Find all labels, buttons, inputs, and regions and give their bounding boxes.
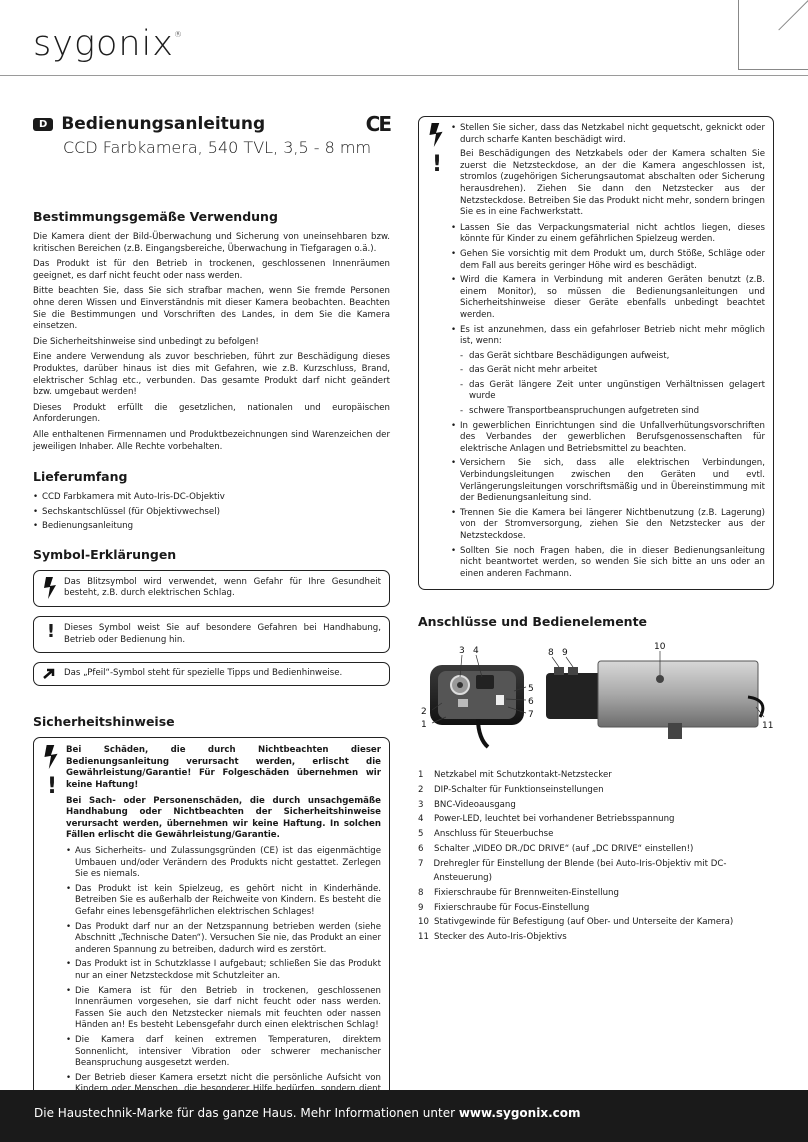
paragraph: Bei Beschädigungen des Netzkabels oder der Kamera schalten Sie zuerst die Netzsteckdose, an der die Kamera angeschlossen ist, stromlos (zugehörigen Sicherungsautomat abschalten oder Sicherung herausdrehen). Ziehen Sie dann den Netzstecker aus der Netzsteckdose. Betreiben Sie das Produkt nicht mehr, sondern bringen Sie es in eine Fachwerkstatt. bbox=[460, 149, 765, 218]
section-heading: Anschlüsse und Bedienelemente bbox=[418, 614, 648, 630]
list-item: • Das Produkt ist in Schutzklasse I aufgebaut; schließen Sie das Produkt nur an einer Netzsteckdose mit Schutzleiter an. bbox=[66, 959, 381, 982]
section-heading: Sicherheitshinweise bbox=[33, 714, 175, 730]
symbol-description: Dieses Symbol weist Sie auf besondere Gefahren bei Handhabung, Betrieb oder Bedienung hin. bbox=[64, 623, 381, 645]
legend-row bbox=[418, 812, 774, 827]
legend-number: 10 bbox=[418, 917, 429, 928]
list-item: - das Gerät nicht mehr arbeitet bbox=[460, 365, 765, 377]
legend-row bbox=[418, 798, 774, 813]
callout-7: 7 bbox=[528, 710, 534, 721]
section-heading: Lieferumfang bbox=[33, 469, 128, 485]
legend-text: Fixierschraube für Brennweiten-Einstellung bbox=[434, 888, 619, 898]
ce-mark-icon: CE bbox=[365, 112, 390, 136]
list-item: • Sechskantschlüssel (für Objektivwechsel) bbox=[33, 507, 390, 519]
footer-tagline: Die Haustechnik-Marke für das ganze Haus. Mehr Informationen unter bbox=[34, 1106, 459, 1120]
right-column bbox=[418, 116, 774, 945]
legend-text: Power-LED, leuchtet bei vorhandener Betriebsspannung bbox=[434, 814, 675, 825]
list-item: • Das Produkt darf nur an der Netzspannung betrieben werden (siehe Abschnitt „Technische Daten“). Versuchen Sie nie, das Produkt an einer anderen Spannung zu betreiben, dadurch wird es zerstört. bbox=[66, 922, 381, 957]
list-item: • Wird die Kamera in Verbindung mit anderen Geräten benutzt (z.B. einem Monitor), so müssen die Bedienungsanleitungen und Sicherheitshinweise dieser Geräte ebenfalls unbedingt beachtet werden. bbox=[451, 275, 765, 321]
exclamation-icon: ! bbox=[46, 621, 56, 643]
lightning-icon bbox=[42, 577, 60, 599]
document-title: Bedienungsanleitung bbox=[61, 114, 266, 134]
list-item: • Die Kamera darf keinen extremen Temperaturen, direktem Sonnenlicht, intensiver Vibration oder schwerer mechanischer Beanspruchung ausgesetzt werden. bbox=[66, 1035, 381, 1070]
safety-list bbox=[451, 123, 765, 146]
legend-list bbox=[418, 768, 774, 944]
section-heading: Symbol-Erklärungen bbox=[33, 546, 177, 562]
symbol-box-arrow bbox=[33, 662, 390, 686]
arrow-icon bbox=[42, 668, 60, 680]
left-column bbox=[33, 112, 390, 1117]
camera-rear-view bbox=[430, 665, 524, 747]
legend-row bbox=[418, 901, 774, 916]
callout-4: 4 bbox=[473, 646, 479, 657]
paragraph: Alle enthaltenen Firmennamen und Produktbezeichnungen sind Warenzeichen der jeweiligen Inhaber. Alle Rechte vorbehalten. bbox=[33, 429, 390, 452]
list-item: - schwere Transportbeanspruchungen aufgetreten sind bbox=[460, 406, 765, 418]
list-item: • Das Produkt ist kein Spielzeug, es gehört nicht in Kinderhände. Betreiben Sie es außerhalb der Reichweite von Kindern. Es besteht die Gefahr eines lebensgefährlichen elektrischen Schlages! bbox=[66, 884, 381, 919]
legend-number: 8 bbox=[418, 888, 424, 898]
logo-text: sygonix bbox=[33, 24, 174, 64]
scope-list bbox=[33, 492, 390, 533]
warning-bold: Bei Schäden, die durch Nichtbeachten dieser Bedienungsanleitung verursacht werden, erlischt die Gewährleistung/Garantie! Für Folgeschäden übernehmen wir keine Haftung! bbox=[66, 745, 381, 791]
title-row bbox=[33, 112, 390, 136]
paragraph: Dieses Produkt erfüllt die gesetzlichen, nationalen und europäischen Anforderungen. bbox=[33, 402, 390, 425]
list-item: • Aus Sicherheits- und Zulassungsgründen (CE) ist das eigenmächtige Umbauen und/oder Verändern des Produkts nicht gestattet. Zerlegen Sie es niemals. bbox=[66, 846, 381, 881]
list-item: - das Gerät längere Zeit unter ungünstigen Verhältnissen gelagert wurde bbox=[460, 380, 765, 403]
warning-icons bbox=[427, 123, 447, 583]
section-heading: Bestimmungsgemäße Verwendung bbox=[33, 209, 278, 224]
paragraph: Eine andere Verwendung als zuvor beschrieben, führt zur Beschädigung dieses Produktes, darüber hinaus ist dies mit Gefahren, wie z.B. Kurzschluss, Brand, elektrischer Schlag etc., verbunden. Das gesamte Produkt darf nicht geändert bzw. umgebaut werden! bbox=[33, 352, 390, 398]
symbol-box-exclamation bbox=[33, 616, 390, 653]
symbol-description: Das „Pfeil“-Symbol steht für spezielle Tipps und Bedienhinweise. bbox=[64, 668, 343, 679]
legend-row bbox=[418, 886, 774, 901]
paragraph: Bitte beachten Sie, dass Sie sich strafbar machen, wenn Sie fremde Personen ohne deren Wissen und Einverständnis mit dieser Kamera beobachten. Beachten Sie die Bestimmungen und Vorschriften des Landes, in dem Sie die Kamera einsetzen. bbox=[33, 286, 390, 332]
symbol-box-lightning bbox=[33, 570, 390, 607]
callout-1: 1 bbox=[421, 720, 427, 731]
section-safety bbox=[33, 714, 390, 1117]
safety-list bbox=[451, 421, 765, 581]
safety-continued-box bbox=[418, 116, 774, 590]
legend-text: Stecker des Auto-Iris-Objektivs bbox=[434, 932, 567, 943]
legend-row bbox=[418, 842, 774, 857]
legend-row bbox=[418, 783, 774, 798]
callout-9: 9 bbox=[562, 648, 568, 659]
callout-8: 8 bbox=[548, 648, 554, 659]
legend-text: Schalter „VIDEO DR./DC DRIVE“ (auf „DC DRIVE“ einstellen!) bbox=[434, 843, 694, 854]
lightning-icon bbox=[427, 123, 445, 147]
brand-logo bbox=[33, 24, 183, 64]
callout-5: 5 bbox=[528, 684, 534, 695]
exclamation-icon: ! bbox=[46, 774, 58, 800]
legend-text: Stativgewinde für Befestigung (auf Ober- und Unterseite der Kamera) bbox=[434, 917, 734, 928]
footer-bar bbox=[0, 1090, 808, 1142]
legend-row bbox=[418, 930, 774, 945]
section-intended-use bbox=[33, 209, 390, 453]
camera-illustration bbox=[418, 637, 774, 752]
legend-text: Fixierschraube für Focus-Einstellung bbox=[434, 902, 590, 913]
legend-text: Netzkabel mit Schutzkontakt-Netzstecker bbox=[434, 770, 612, 781]
safety-list bbox=[451, 223, 765, 348]
safety-continued-content bbox=[451, 123, 765, 583]
legend-number: 2 bbox=[418, 785, 424, 796]
legend-number: 7 bbox=[418, 858, 424, 869]
top-rule bbox=[0, 75, 808, 76]
exclamation-icon: ! bbox=[431, 152, 443, 177]
safety-warning-box bbox=[33, 737, 390, 1117]
paragraph: Die Sicherheitshinweise sind unbedingt zu befolgen! bbox=[33, 336, 259, 347]
condition-list bbox=[451, 351, 765, 418]
language-badge: D bbox=[33, 118, 53, 131]
list-item: • Der Betrieb dieser Kamera ersetzt nicht die persönliche Aufsicht von bbox=[66, 1073, 381, 1108]
list-item: • Gehen Sie vorsichtig mit dem Produkt um, durch Stöße, Schläge oder dem Fall aus bereits geringer Höhe wird es beschädigt. bbox=[451, 249, 765, 272]
legend-number: 4 bbox=[418, 814, 424, 825]
legend-text: DIP-Schalter für Funktionseinstellungen bbox=[434, 785, 604, 796]
registered-mark: ® bbox=[173, 30, 183, 39]
legend-row bbox=[418, 857, 774, 886]
legend-number: 5 bbox=[418, 829, 424, 840]
footer-text bbox=[34, 1106, 581, 1120]
legend-number: 3 bbox=[418, 799, 424, 810]
document-subtitle: CCD Farbkamera, 540 TVL, 3,5 - 8 mm bbox=[63, 138, 372, 157]
list-item: - das Gerät sichtbare Beschädigungen aufweist, bbox=[460, 351, 765, 363]
callout-6: 6 bbox=[528, 697, 534, 708]
corner-mark bbox=[738, 0, 808, 70]
legend-row bbox=[418, 827, 774, 842]
list-item: • Bedienungsanleitung bbox=[33, 521, 390, 533]
callout-10: 10 bbox=[654, 642, 666, 653]
callout-2: 2 bbox=[421, 707, 427, 718]
paragraph: Das Produkt ist für den Betrieb in trockenen, geschlossenen Innenräumen geeignet, es darf nicht feucht oder nass werden. bbox=[33, 259, 390, 281]
legend-text: Drehregler für Einstellung der Blende (bei Auto-Iris-Objektiv mit DC-Ansteuerung) bbox=[433, 858, 727, 884]
list-item: • Trennen Sie die Kamera bei längerer Nichtbenutzung (z.B. Lagerung) von der Stromversorgung, ziehen Sie den Netzstecker aus der Netzsteckdose. bbox=[451, 508, 765, 543]
camera-diagram bbox=[418, 637, 774, 752]
section-symbols bbox=[33, 547, 390, 686]
warning-icons bbox=[42, 745, 62, 1110]
list-item: • CCD Farbkamera mit Auto-Iris-DC-Objektiv bbox=[33, 492, 390, 504]
legend-number: 6 bbox=[418, 843, 424, 854]
legend-number: 11 bbox=[418, 932, 429, 943]
list-item: • Sollten Sie noch Fragen haben, die in dieser Bedienungsanleitung nicht beantwortet werden, so wenden Sie sich bitte an uns oder an einen anderen Fachmann. bbox=[451, 546, 765, 581]
callout-3: 3 bbox=[459, 646, 465, 657]
callout-11: 11 bbox=[762, 721, 774, 732]
safety-content bbox=[66, 745, 381, 1110]
list-item: • Versichern Sie sich, dass alle elektrischen Verbindungen, Verbindungsleitungen zwischen den Geräten und evtl. Verlängerungsleitungen vorschriftsmäßig und in Übereinstimmung mit der Bedienungsanleitung sind. bbox=[451, 458, 765, 504]
legend-number: 9 bbox=[418, 902, 424, 913]
camera-side-view bbox=[546, 661, 763, 739]
section-scope-of-delivery bbox=[33, 469, 390, 533]
safety-list bbox=[66, 846, 381, 1107]
lightning-icon bbox=[42, 745, 60, 769]
list-item: • Es ist anzunehmen, dass ein gefahrloser Betrieb nicht mehr möglich ist, wenn: bbox=[451, 325, 765, 348]
list-item: • Stellen Sie sicher, dass das Netzkabel nicht gequetscht, geknickt oder durch scharfe Kanten beschädigt wird. bbox=[451, 123, 765, 146]
paragraph: Die Kamera dient der Bild-Überwachung und Sicherung von uneinsehbaren bzw. kritischen Bereichen (z.B. Eingangsbereiche, Überwachung in Tiefgaragen o.ä.). bbox=[33, 232, 390, 254]
legend-text: Anschluss für Steuerbuchse bbox=[434, 829, 554, 840]
warning-bold: Bei Sach- oder Personenschäden, die durch unsachgemäße Handhabung oder Nichtbeachten der Sicherheitshinweise verursacht werden, übernehmen wir keine Haftung. In solchen Fällen erlischt die Gewährleistung/Garantie. bbox=[66, 795, 381, 841]
list-item: • Die Kamera ist für den Betrieb in trockenen, geschlossenen Innenräumen vorgesehen, sie darf nicht feucht oder nass werden. Fassen Sie auch den Netzstecker niemals mit feuchten oder nassen Händen an! Es besteht Lebensgefahr durch einen elektrischen Schlag! bbox=[66, 986, 381, 1032]
symbol-description: Das Blitzsymbol wird verwendet, wenn Gefahr für Ihre Gesundheit besteht, z.B. durch elektrischen Schlag. bbox=[64, 576, 381, 599]
list-item: • In gewerblichen Einrichtungen sind die Unfallverhütungsvorschriften des Verbandes der gewerblichen Berufsgenossenschaften für elektrische Anlagen und Betriebsmittel zu beachten. bbox=[451, 421, 765, 456]
legend-row bbox=[418, 915, 774, 930]
legend-text: BNC-Videoausgang bbox=[434, 799, 516, 810]
legend-row bbox=[418, 768, 774, 783]
legend-number: 1 bbox=[418, 770, 424, 781]
list-item: • Lassen Sie das Verpackungsmaterial nicht achtlos liegen, dieses könnte für Kinder zu einem gefährlichen Spielzeug werden. bbox=[451, 223, 765, 246]
footer-link[interactable]: www.sygonix.com bbox=[458, 1106, 581, 1120]
